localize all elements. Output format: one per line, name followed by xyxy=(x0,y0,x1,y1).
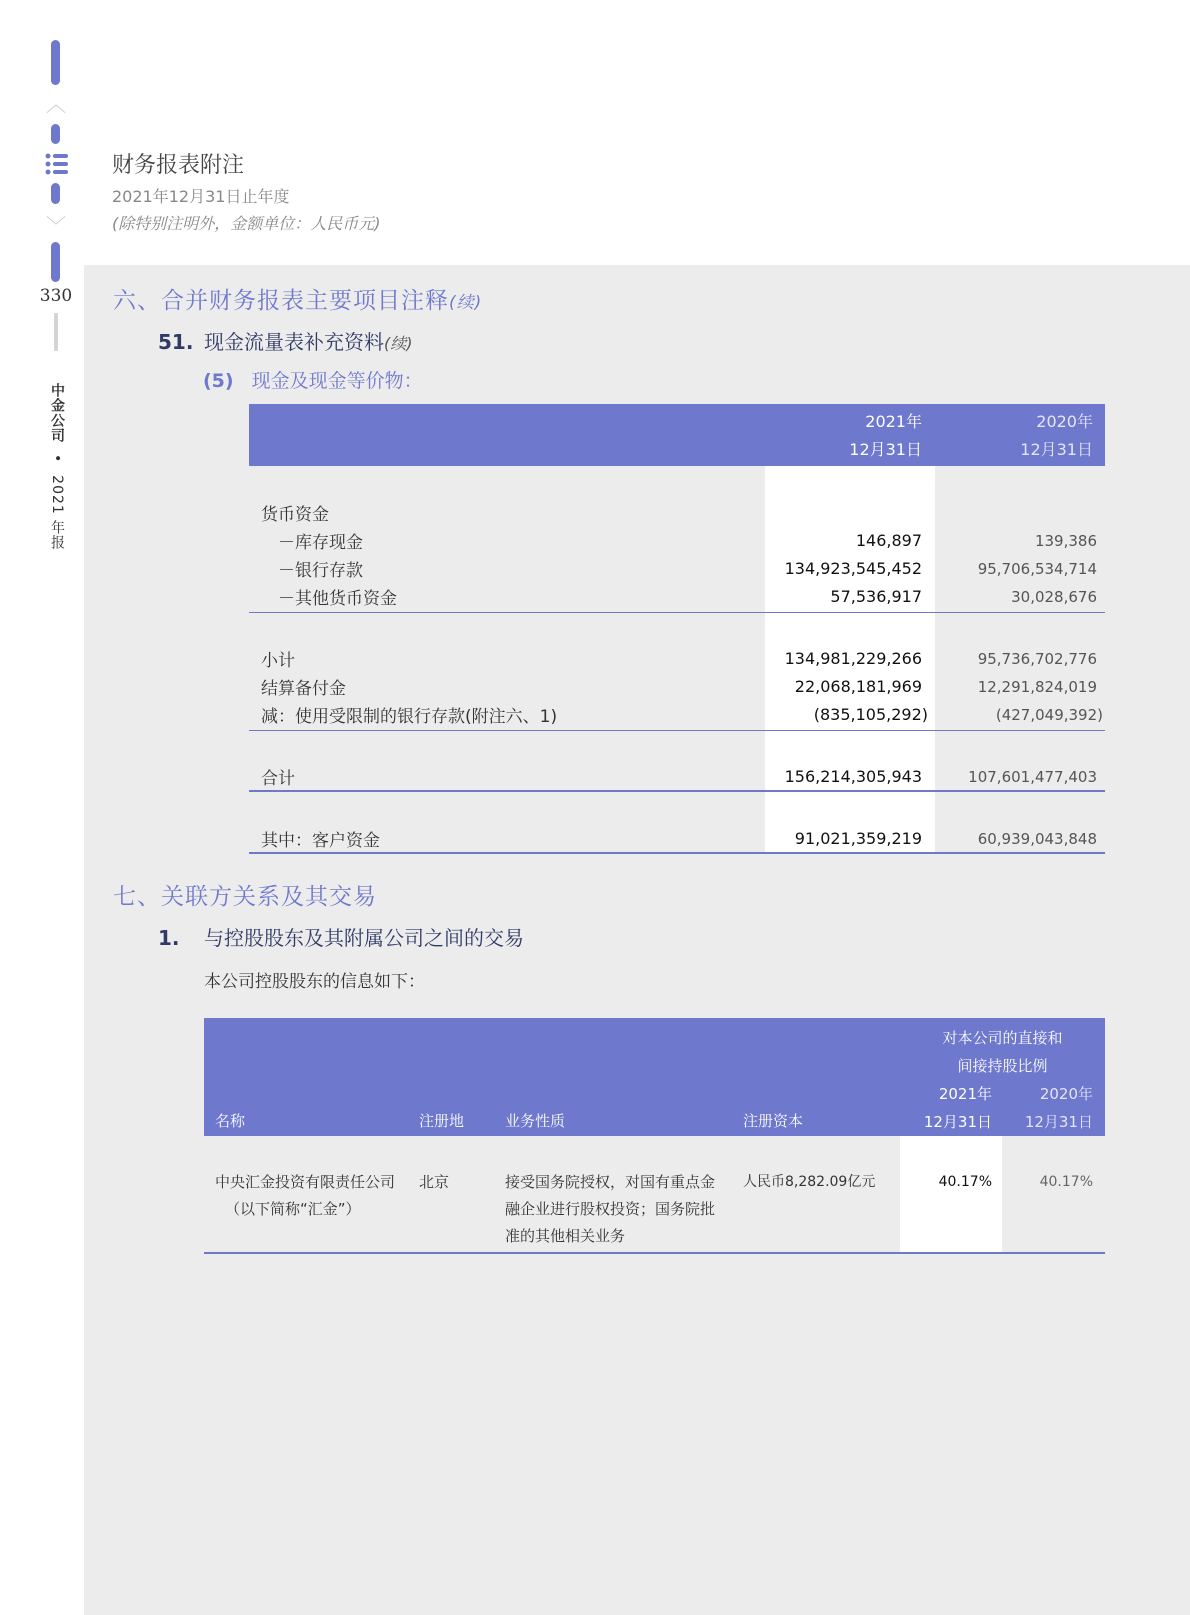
chevron-up-icon[interactable]: ︿ xyxy=(46,92,66,116)
subsection-1-text: 与控股股东及其附属公司之间的交易 xyxy=(204,926,524,950)
cash-col-2021-date: 12月31日 xyxy=(849,440,922,459)
subsection-51-cont: (续) xyxy=(384,334,413,353)
cash-table-header xyxy=(249,404,1105,466)
ratio-header xyxy=(900,1024,1105,1080)
ratio-2021-date: 12月31日 xyxy=(923,1113,992,1131)
business-header: 业务性质 xyxy=(505,1112,566,1130)
cash-col-2020-year: 2020年 xyxy=(1036,412,1093,431)
cash-col-2021-header xyxy=(849,408,922,464)
cash-col-2021-year: 2021年 xyxy=(865,412,922,431)
subsection-51-title xyxy=(158,326,413,355)
cash-row-label: －银行存款 xyxy=(278,561,363,581)
section-6-title xyxy=(113,282,482,315)
cash-row-value-2020: 12,291,824,019 xyxy=(977,678,1097,696)
cash-col-2020-date: 12月31日 xyxy=(1020,440,1093,459)
cash-row-value-2020: 107,601,477,403 xyxy=(968,768,1097,786)
page-number: 330 xyxy=(39,286,73,306)
item-5-num: (5) xyxy=(203,370,234,392)
ratio-header-line2: 间接持股比例 xyxy=(957,1057,1048,1075)
shareholder-name xyxy=(215,1169,395,1223)
page-divider xyxy=(54,313,58,351)
ratio-2021-year: 2021年 xyxy=(938,1085,992,1103)
section-6-title-text: 六、合并财务报表主要项目注释 xyxy=(113,288,449,314)
ratio-2020-value: 40.17% xyxy=(1039,1174,1093,1190)
cash-row-value-2021: 134,981,229,266 xyxy=(784,649,922,668)
rail-bar-4 xyxy=(51,242,60,282)
page-title: 财务报表附注 xyxy=(112,153,245,178)
cash-row-value-2021: 156,214,305,943 xyxy=(784,767,922,786)
business-line1: 接受国务院授权，对国有重点金 xyxy=(505,1173,716,1191)
shareholder-name-line2: （以下简称“汇金”） xyxy=(225,1200,361,1218)
cash-row-label: 其中：客户资金 xyxy=(261,831,380,851)
ratio-2020-year: 2020年 xyxy=(1039,1085,1093,1103)
shareholder-business xyxy=(505,1169,715,1250)
item-5-text: 现金及现金等价物： xyxy=(251,370,423,392)
report-label xyxy=(43,383,67,550)
cash-row-value-2021: 91,021,359,219 xyxy=(794,829,922,848)
business-line2: 融企业进行股权投资；国务院批 xyxy=(505,1200,716,1218)
cash-col-2020-header xyxy=(1020,408,1093,464)
shareholder-table-rule xyxy=(204,1252,1105,1254)
item-5-title xyxy=(203,366,423,393)
ratio-2021-header xyxy=(924,1080,992,1136)
cash-row-value-2021: 134,923,545,452 xyxy=(784,559,922,578)
cash-row-label: 减：使用受限制的银行存款(附注六、1) xyxy=(261,707,558,727)
shareholder-capital: 人民币8,282.09亿元 xyxy=(743,1174,876,1190)
shareholder-intro: 本公司控股股东的信息如下： xyxy=(204,972,425,992)
dot-separator: • xyxy=(49,454,65,464)
ratio-2020-date: 12月31日 xyxy=(1024,1113,1093,1131)
cash-table-rule xyxy=(249,612,1105,613)
rail-bar-2 xyxy=(51,124,60,144)
cash-row-value-2021: 57,536,917 xyxy=(830,587,922,606)
rail-bar-top xyxy=(51,40,60,85)
cash-row-label: 结算备付金 xyxy=(261,679,346,699)
cash-row-label: －其他货币资金 xyxy=(278,589,397,609)
section-7-title: 七、关联方关系及其交易 xyxy=(113,884,377,910)
cash-row-value-2020: 95,706,534,714 xyxy=(977,560,1097,578)
subsection-1-num: 1. xyxy=(158,926,180,950)
cash-row-value-2021: (835,105,292) xyxy=(813,705,928,724)
chevron-down-icon[interactable]: ﹀ xyxy=(46,214,66,238)
business-line3: 准的其他相关业务 xyxy=(505,1227,626,1245)
cash-row-value-2021: 22,068,181,969 xyxy=(794,677,922,696)
cash-table-rule xyxy=(249,790,1105,792)
subsection-51-num: 51. xyxy=(158,330,194,354)
ratio-header-line1: 对本公司的直接和 xyxy=(942,1029,1063,1047)
list-icon[interactable] xyxy=(45,153,69,175)
cash-row-value-2021: 146,897 xyxy=(855,531,922,550)
page-subtitle: 2021年12月31日止年度 xyxy=(112,187,290,206)
subsection-51-text: 现金流量表补充资料 xyxy=(204,330,384,354)
cash-row-label: 小计 xyxy=(261,651,295,671)
name-header: 名称 xyxy=(215,1112,246,1130)
section-6-cont: (续) xyxy=(449,293,483,313)
report-year: 2021 年报 xyxy=(49,475,65,551)
cash-row-label: 货币资金 xyxy=(261,505,329,525)
cash-row-value-2020: (427,049,392) xyxy=(995,706,1103,724)
cash-table-rule xyxy=(249,730,1105,731)
cash-row-value-2020: 30,028,676 xyxy=(1011,588,1097,606)
shareholder-name-line1: 中央汇金投资有限责任公司 xyxy=(215,1173,396,1191)
capital-header: 注册资本 xyxy=(743,1112,804,1130)
cash-row-label: －库存现金 xyxy=(278,533,363,553)
cash-table-rule xyxy=(249,852,1105,854)
cash-row-value-2020: 139,386 xyxy=(1034,532,1097,550)
cash-row-value-2020: 95,736,702,776 xyxy=(977,650,1097,668)
place-header: 注册地 xyxy=(419,1112,465,1130)
page-note: (除特别注明外，金额单位：人民币元) xyxy=(112,214,381,233)
company-name: 中金公司 xyxy=(49,383,65,443)
subsection-1-title xyxy=(158,922,524,951)
cash-row-label: 合计 xyxy=(261,769,295,789)
ratio-2020-header xyxy=(1025,1080,1093,1136)
rail-bar-3 xyxy=(51,183,60,204)
ratio-2021-value: 40.17% xyxy=(938,1174,992,1190)
shareholder-place: 北京 xyxy=(419,1173,450,1191)
cash-row-value-2020: 60,939,043,848 xyxy=(977,830,1097,848)
